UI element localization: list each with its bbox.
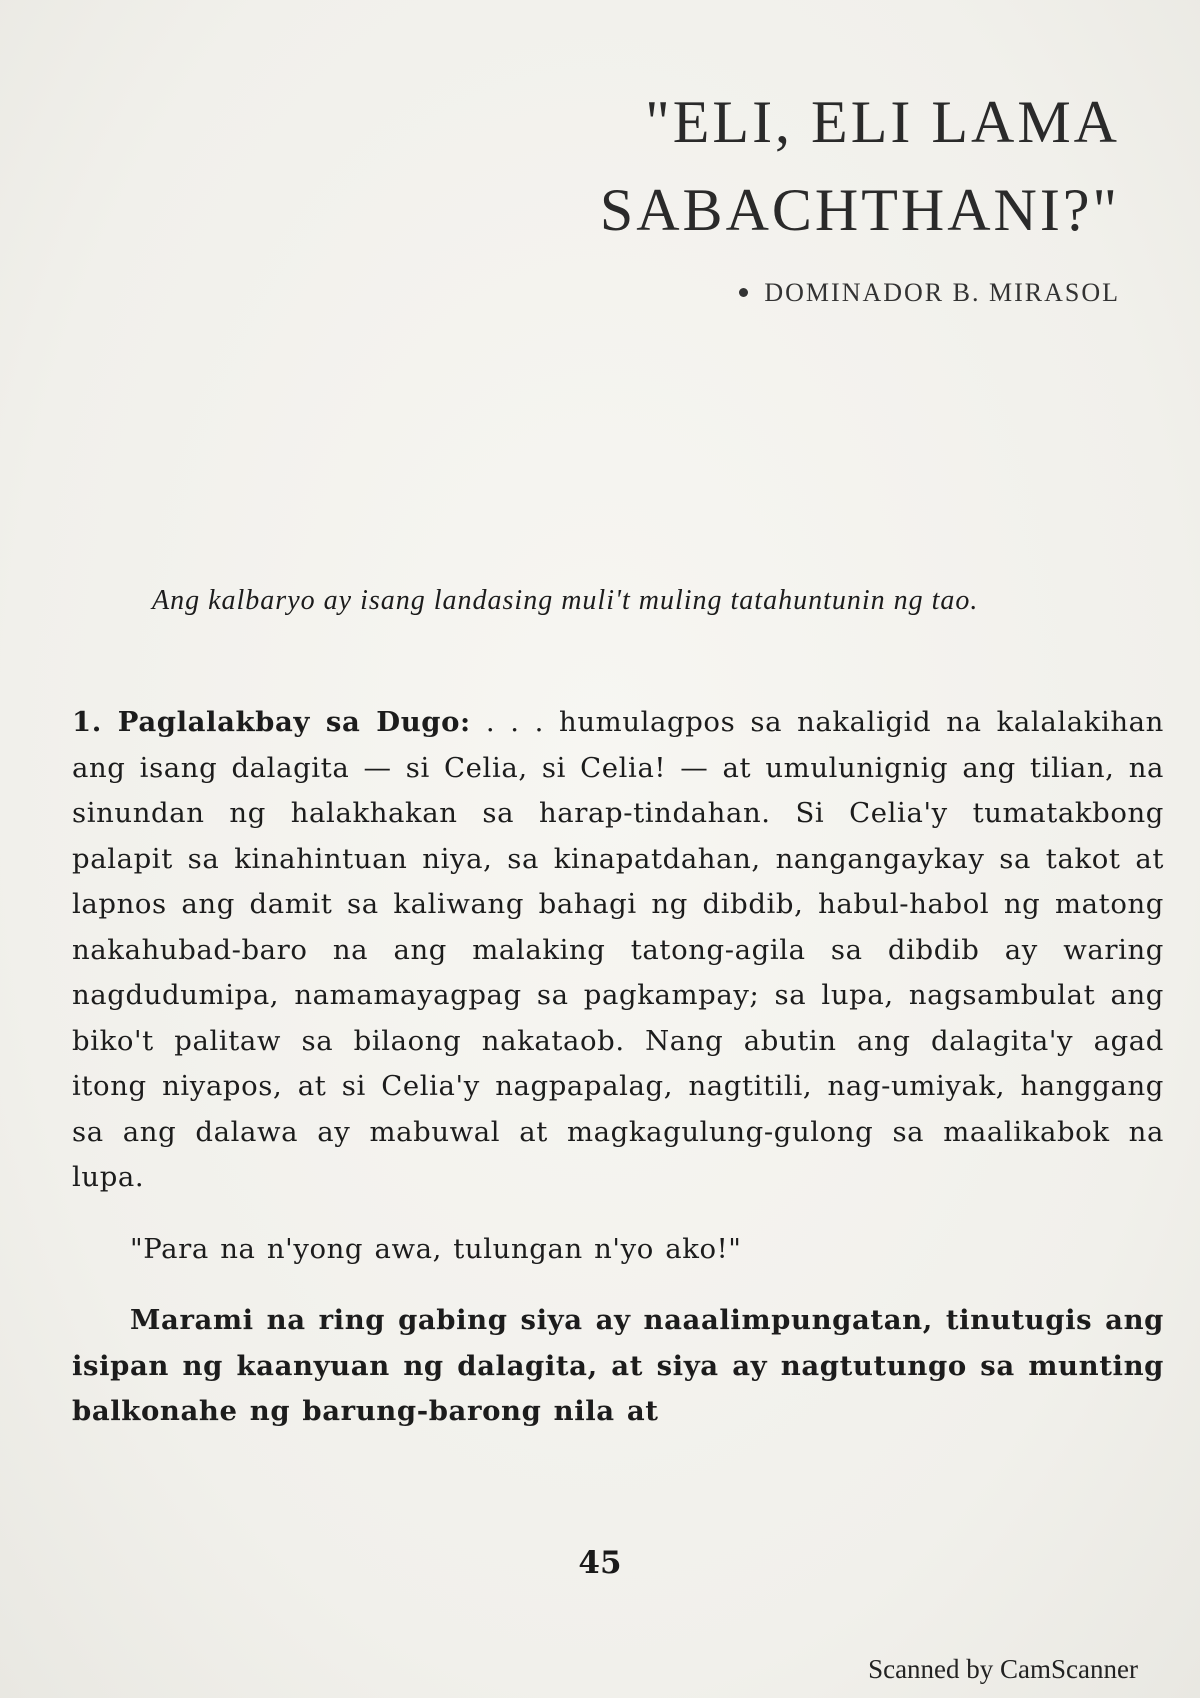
paragraph-3: Marami na ring gabing siya ay naaalimpungatan, tinutugis ang isipan ng kaanyuan ng dalagita, at siya ay nagtutungo sa munting balkonahe ng barung-barong nila at <box>72 1304 1164 1427</box>
title-line-2: SABACHTHANI?" <box>599 177 1120 243</box>
paragraph-1-text: . . . humulagpos sa nakaligid na kalalakihan ang isang dalagita — si Celia, si Celia! — at umulunignig ang tilian, na sinundan ng halakhakan sa harap-tindahan. Si Celia'y tumatakbong palapit sa kinahintuan niya, sa kinapatdahan, nangangaykay sa takot at lapnos ang damit sa kaliwang bahagi ng dibdib, habul-habol ng matong nakahubad-baro na ang malaking tatong-agila sa dibdib ay waring nagdudumipa, namamayagpag sa pagkampay; sa lupa, nagsambulat ang biko't palitaw sa bilaong nakataob. Nang abutin ang dalagita'y agad itong niyapos, at si Celia'y nagpapalag, nagtitili, nag-umiyak, hanggang sa ang dalawa ay mabuwal at magkagulung-gulong sa maalikabok na lupa. <box>72 706 1164 1193</box>
chapter-title <box>420 78 1120 254</box>
paragraph-1 <box>72 700 1164 1201</box>
author-byline <box>739 278 1120 308</box>
section-heading: 1. Paglalakbay sa Dugo: <box>72 706 471 738</box>
author-name: DOMINADOR B. MIRASOL <box>764 278 1120 307</box>
paragraph-2-dialogue: "Para na n'yong awa, tulungan n'yo ako!" <box>130 1232 742 1265</box>
body-text <box>72 700 1164 1435</box>
epigraph: Ang kalbaryo ay isang landasing muli't muling tatahuntunin ng tao. <box>152 585 979 616</box>
page-number: 45 <box>578 1545 622 1581</box>
scanner-watermark: Scanned by CamScanner <box>868 1654 1138 1684</box>
title-line-1: "ELI, ELI LAMA <box>645 89 1120 155</box>
bullet-icon <box>739 288 748 297</box>
